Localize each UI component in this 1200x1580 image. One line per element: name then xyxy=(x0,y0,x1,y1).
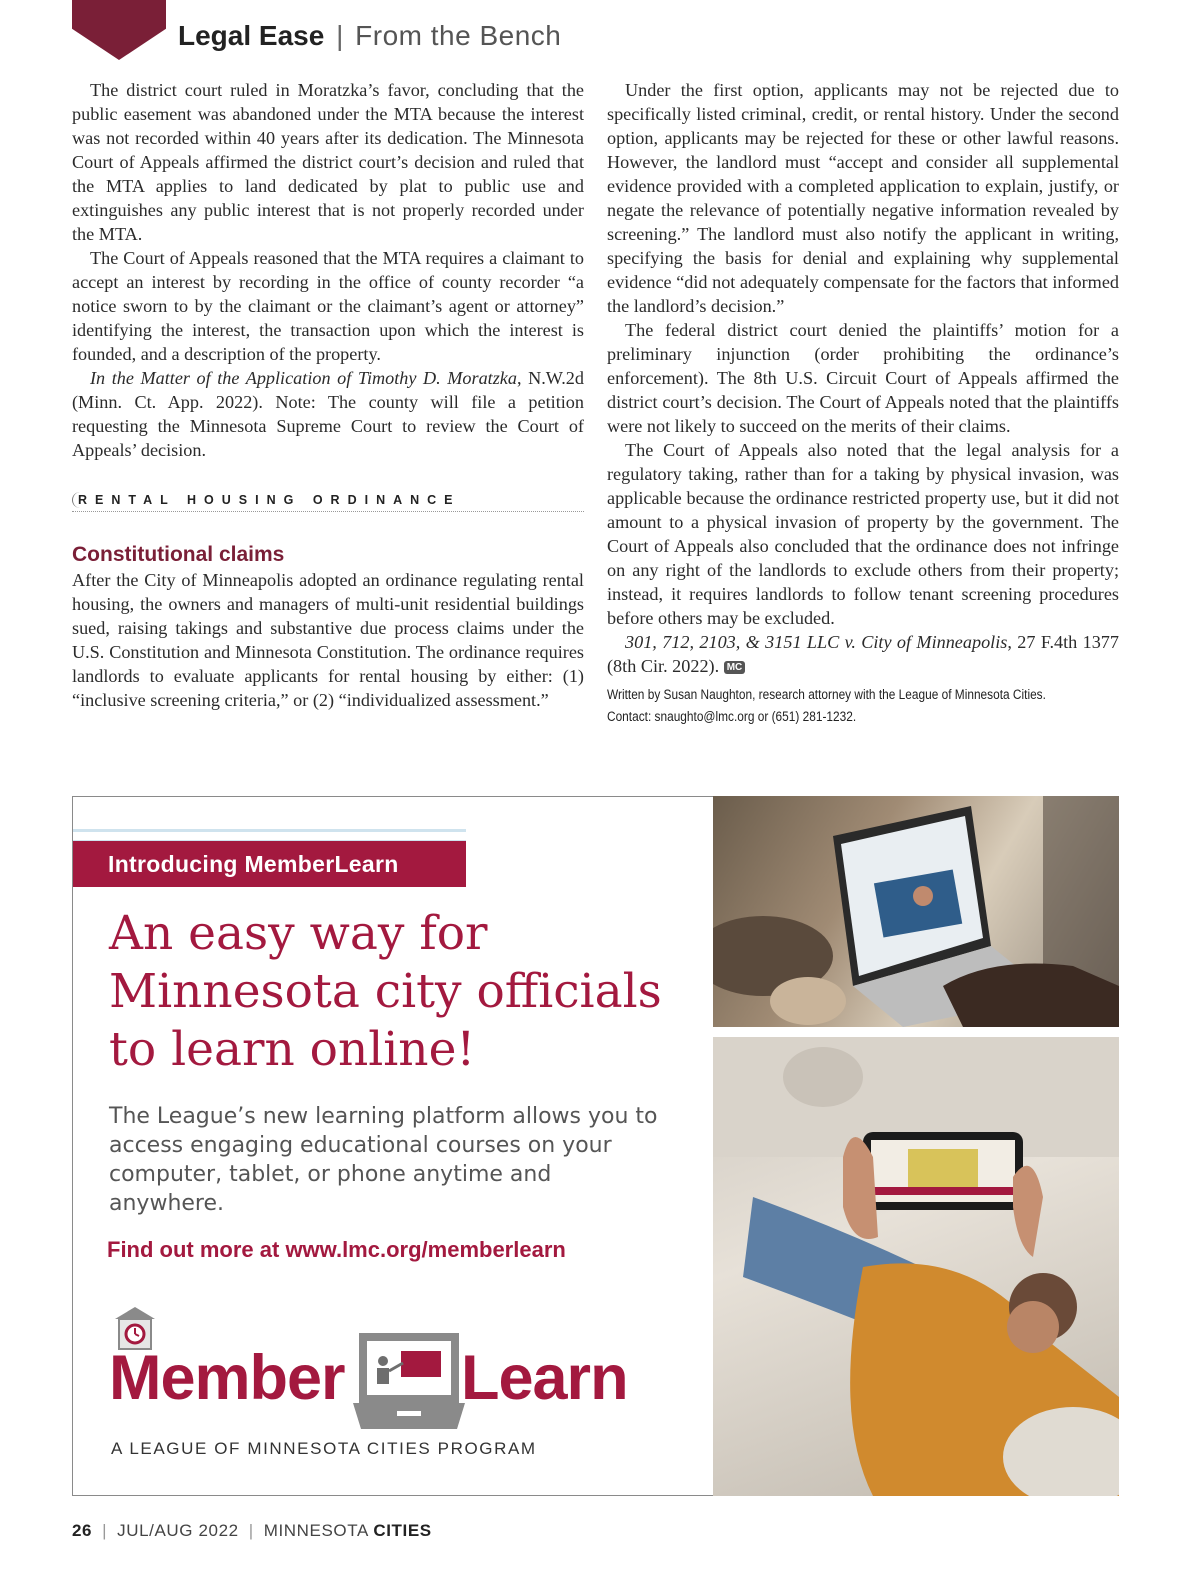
section-tab-shape xyxy=(72,0,166,60)
ad-headline-line: Minnesota city officials xyxy=(109,964,662,1019)
section-rule xyxy=(72,492,584,512)
case-citation xyxy=(72,366,584,462)
paragraph: The district court ruled in Moratzka’s favor, concluding that the public easement was abandoned under the MTA because the interest was not recorded within 40 years after its dedication. The Minnesota Court of Appeals affirmed the district court’s decision and ruled that the MTA applies to land dedicated by plat to public use and extinguishes any public interest that is not properly recorded under the MTA. xyxy=(72,80,584,244)
issue-date: JUL/AUG 2022 xyxy=(117,1521,239,1540)
left-column xyxy=(72,78,584,712)
byline xyxy=(607,684,1058,728)
paragraph: Under the first option, applicants may not be rejected due to specifically listed criminal, credit, or rental history. Under the second option, applicants may be rejected for these or other lawful reasons. However, the landlord must “accept and consider all supplemental evidence provided with a completed application to explain, justify, or negate the relevance of potentially negative information revealed by screening.” The landlord must also notify the applicant in writing, specifying the basis for denial and explaining why supplemental evidence “did not adequately compensate for the factors that informed the landlord’s decision.” xyxy=(607,80,1119,316)
memberlearn-logo xyxy=(109,1305,639,1435)
ad-headline xyxy=(109,905,699,1079)
paragraph: The federal district court denied the plaintiffs’ motion for a preliminary injunction (order prohibiting the ordinance’s enforcement). The 8th U.S. Circuit Court of Appeals affirmed the district court’s decision. The Court of Appeals noted that the plaintiffs were not likely to succeed on the merits of their claims. xyxy=(607,320,1119,436)
citation-text: , N.W.2d (Minn. Ct. App. 2022). Note: The county will file a petition requesting the Minnesota Supreme Court to review the Court of Appeals’ decision. xyxy=(72,368,584,460)
case-name: 301, 712, 2103, & 3151 LLC v. City of Minneapolis xyxy=(625,632,1008,652)
running-head xyxy=(178,20,561,52)
phone-photo-illustration xyxy=(713,1037,1119,1496)
magazine-name-2: CITIES xyxy=(373,1521,432,1540)
page-number: 26 xyxy=(72,1521,93,1540)
header-separator: | xyxy=(336,20,344,51)
phone-photo xyxy=(713,1037,1119,1496)
advertisement xyxy=(72,796,714,1496)
page-footer xyxy=(72,1521,432,1541)
logo-word-learn: Learn xyxy=(461,1343,628,1413)
byline-author: Written by Susan Naughton, research attorney with the League of Minnesota Cities. xyxy=(607,687,1046,702)
logo-tagline: A LEAGUE OF MINNESOTA CITIES PROGRAM xyxy=(111,1439,537,1458)
end-mark-icon: MC xyxy=(724,661,746,674)
laptop-photo-illustration xyxy=(713,796,1119,1027)
ad-link[interactable]: Find out more at www.lmc.org/memberlearn xyxy=(107,1237,566,1262)
paragraph: The Court of Appeals reasoned that the MTA requires a claimant to accept an interest by recording in the office of county recorder “a notice sworn to by the claimant or the claimant’s agent or attorney” identifying the interest, the transaction upon which the interest is founded, and a description of the property. xyxy=(72,248,584,364)
ad-headline-line: to learn online! xyxy=(109,1022,476,1077)
laptop-icon xyxy=(353,1333,465,1433)
ad-banner: Introducing MemberLearn xyxy=(73,841,466,887)
column-name: From the Bench xyxy=(355,20,562,51)
paragraph: The Court of Appeals also noted that the legal analysis for a regulatory taking, rather than for a taking by physical invasion, was applicable because the ordinance restricted property use, but it did not amount to a physical invasion of property by the government. The Court of Appeals also concluded that the ordinance does not infringe on any right of the landlords to exclude others from their property; instead, it requires landlords to follow tenant screening procedures before others may be excluded. xyxy=(607,440,1119,628)
citation-text: , 27 F.4th 1377 (8th Cir. 2022). xyxy=(607,632,1119,676)
case-name: In the Matter of the Application of Timothy D. Moratzka xyxy=(90,368,517,388)
ad-body: The League’s new learning platform allows you to access engaging educational courses on your computer, tablet, or phone anytime and anywhere. xyxy=(109,1104,658,1216)
ad-headline-line: An easy way for xyxy=(109,906,488,961)
subhead: Constitutional claims xyxy=(72,543,285,566)
footer-divider: | xyxy=(248,1521,254,1540)
right-column xyxy=(607,78,1119,728)
case-citation xyxy=(607,630,1119,678)
footer-divider: | xyxy=(102,1521,108,1540)
magazine-name-1: MINNESOTA xyxy=(263,1521,368,1540)
paragraph: After the City of Minneapolis adopted an ordinance regulating rental housing, the owners and managers of multi-unit residential buildings sued, raising takings and substantive due process claims under the U.S. Constitution and Minnesota Constitution. The ordinance requires landlords to evaluate applicants for rental housing by either: (1) “inclusive screening criteria,” or (2) “individualized assessment.” xyxy=(72,570,584,710)
laptop-photo xyxy=(713,796,1119,1027)
logo-word-member: Member xyxy=(109,1343,345,1413)
section-label: RENTAL HOUSING ORDINANCE xyxy=(72,492,461,508)
byline-contact: Contact: snaughto@lmc.org or (651) 281-1232. xyxy=(607,709,857,724)
section-name: Legal Ease xyxy=(178,20,325,51)
